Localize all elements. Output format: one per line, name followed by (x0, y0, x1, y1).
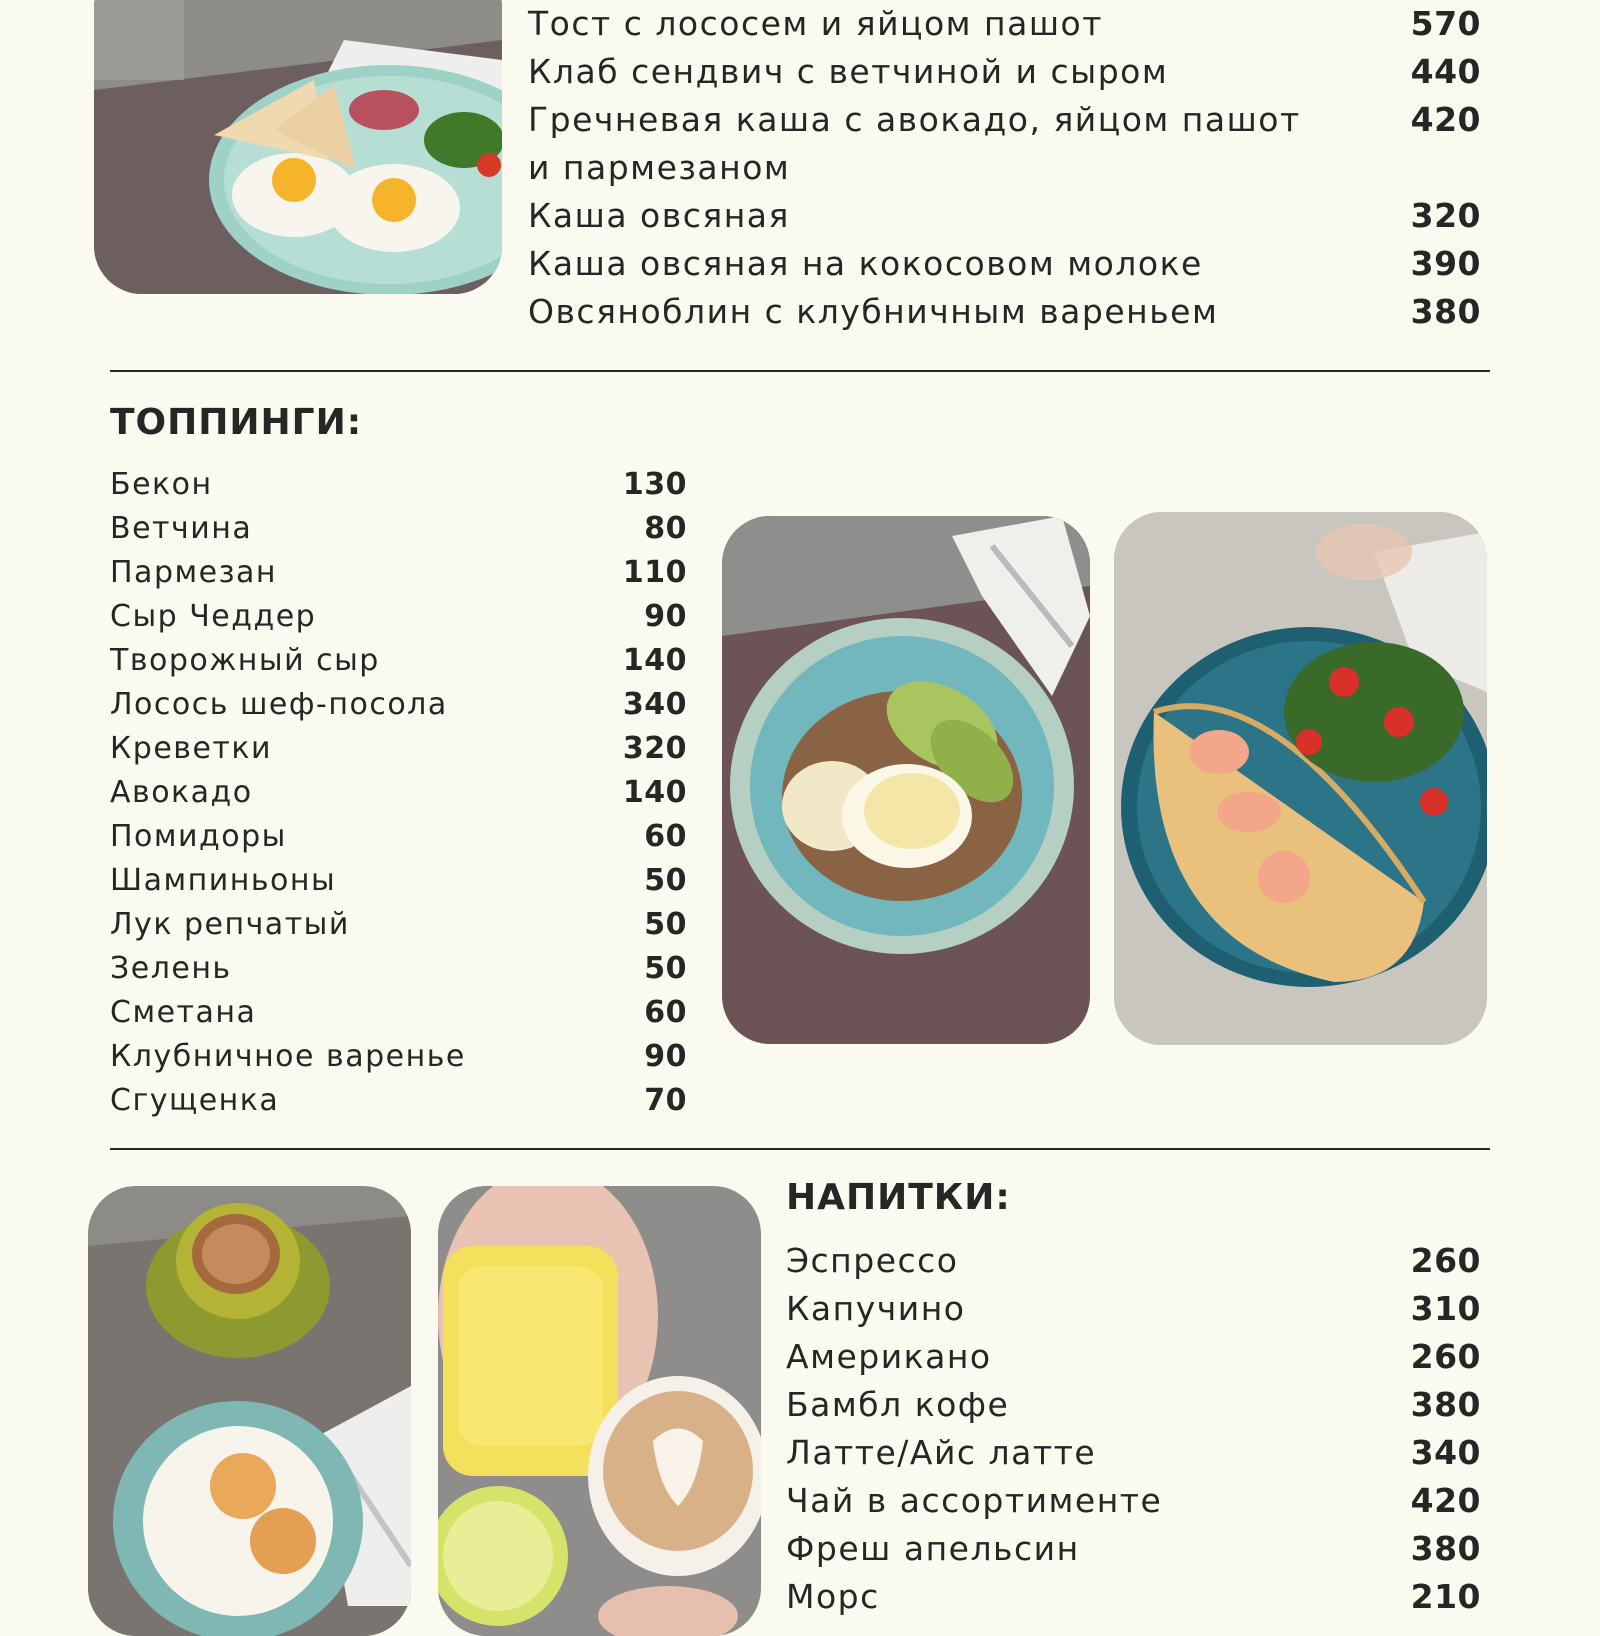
toppings-title: ТОППИНГИ: (110, 402, 363, 443)
menu-item (528, 192, 1481, 240)
menu-item (786, 1573, 1481, 1621)
omelette-shrimp-plate-photo (1114, 512, 1487, 1045)
item-price: 130 (622, 467, 687, 502)
item-price: 310 (1410, 1289, 1481, 1328)
menu-item (528, 240, 1481, 288)
menu-item (110, 947, 687, 991)
juice-latte-photo (438, 1186, 761, 1636)
item-name: Сметана (110, 995, 257, 1030)
item-price: 420 (1410, 1481, 1481, 1520)
item-price: 420 (1410, 100, 1481, 139)
item-price: 340 (622, 687, 687, 722)
item-price: 140 (622, 643, 687, 678)
menu-item (786, 1285, 1481, 1333)
item-name: Клубничное варенье (110, 1039, 466, 1074)
item-price: 50 (644, 951, 687, 986)
item-name: Капучино (786, 1289, 966, 1328)
menu-item (110, 815, 687, 859)
item-name: Ветчина (110, 511, 253, 546)
item-price: 140 (622, 775, 687, 810)
item-price: 60 (644, 995, 687, 1030)
item-price: 60 (644, 819, 687, 854)
item-price: 110 (622, 555, 687, 590)
buckwheat-avocado-bowl-photo (722, 516, 1090, 1044)
menu-item (110, 1079, 687, 1123)
item-name: Креветки (110, 731, 273, 766)
item-price: 90 (644, 599, 687, 634)
menu-item (528, 0, 1481, 48)
menu-item (786, 1237, 1481, 1285)
item-name: Латте/Айс латте (786, 1433, 1097, 1472)
item-name: Эспрессо (786, 1241, 959, 1280)
item-name: Овсяноблин с клубничным вареньем (528, 292, 1219, 331)
menu-item (110, 639, 687, 683)
section-divider (110, 370, 1490, 372)
item-price: 380 (1410, 292, 1481, 331)
item-name: Гречневая каша с авокадо, яйцом пашот и пармезаном (528, 100, 1301, 187)
item-name: Каша овсяная (528, 196, 790, 235)
item-price: 70 (644, 1083, 687, 1118)
menu-item (786, 1333, 1481, 1381)
menu-item (110, 463, 687, 507)
item-price: 380 (1410, 1529, 1481, 1568)
menu-item (786, 1477, 1481, 1525)
menu-item (110, 507, 687, 551)
item-name: Зелень (110, 951, 232, 986)
item-name: Лосось шеф-посола (110, 687, 448, 722)
item-price: 320 (622, 731, 687, 766)
menu-item (110, 903, 687, 947)
item-name: Тост с лососем и яйцом пашот (528, 4, 1103, 43)
item-price: 50 (644, 907, 687, 942)
menu-item (110, 595, 687, 639)
item-name: Шампиньоны (110, 863, 337, 898)
item-name: Сгущенка (110, 1083, 280, 1118)
item-name: Творожный сыр (110, 643, 380, 678)
item-price: 320 (1410, 196, 1481, 235)
coffee-syrniki-photo (88, 1186, 411, 1636)
menu-item (110, 727, 687, 771)
item-name: Чай в ассортименте (786, 1481, 1163, 1520)
item-name: Пармезан (110, 555, 278, 590)
item-price: 570 (1410, 4, 1481, 43)
item-price: 50 (644, 863, 687, 898)
menu-item (110, 859, 687, 903)
item-name: Помидоры (110, 819, 287, 854)
menu-item (110, 1035, 687, 1079)
item-name: Лук репчатый (110, 907, 350, 942)
item-name: Фреш апельсин (786, 1529, 1080, 1568)
item-price: 260 (1410, 1337, 1481, 1376)
item-price: 440 (1410, 52, 1481, 91)
item-name: Американо (786, 1337, 992, 1376)
menu-item (786, 1381, 1481, 1429)
menu-item (528, 48, 1481, 96)
item-price: 390 (1410, 244, 1481, 283)
item-price: 210 (1410, 1577, 1481, 1616)
item-name: Сыр Чеддер (110, 599, 317, 634)
menu-item (110, 551, 687, 595)
drinks-title: НАПИТКИ: (786, 1177, 1011, 1218)
menu-item (528, 96, 1481, 192)
item-price: 80 (644, 511, 687, 546)
item-price: 260 (1410, 1241, 1481, 1280)
menu-item (110, 771, 687, 815)
fried-eggs-toast-plate-photo (94, 0, 502, 294)
menu-item (786, 1525, 1481, 1573)
item-price: 90 (644, 1039, 687, 1074)
item-name: Морс (786, 1577, 880, 1616)
item-name: Бекон (110, 467, 213, 502)
item-price: 340 (1410, 1433, 1481, 1472)
item-price: 380 (1410, 1385, 1481, 1424)
menu-item (786, 1429, 1481, 1477)
menu-item (110, 991, 687, 1035)
menu-item (528, 288, 1481, 336)
item-name: Бамбл кофе (786, 1385, 1010, 1424)
menu-item (110, 683, 687, 727)
item-name: Каша овсяная на кокосовом молоке (528, 244, 1203, 283)
section-divider (110, 1148, 1490, 1150)
item-name: Клаб сендвич с ветчиной и сыром (528, 52, 1169, 91)
item-name: Авокадо (110, 775, 253, 810)
